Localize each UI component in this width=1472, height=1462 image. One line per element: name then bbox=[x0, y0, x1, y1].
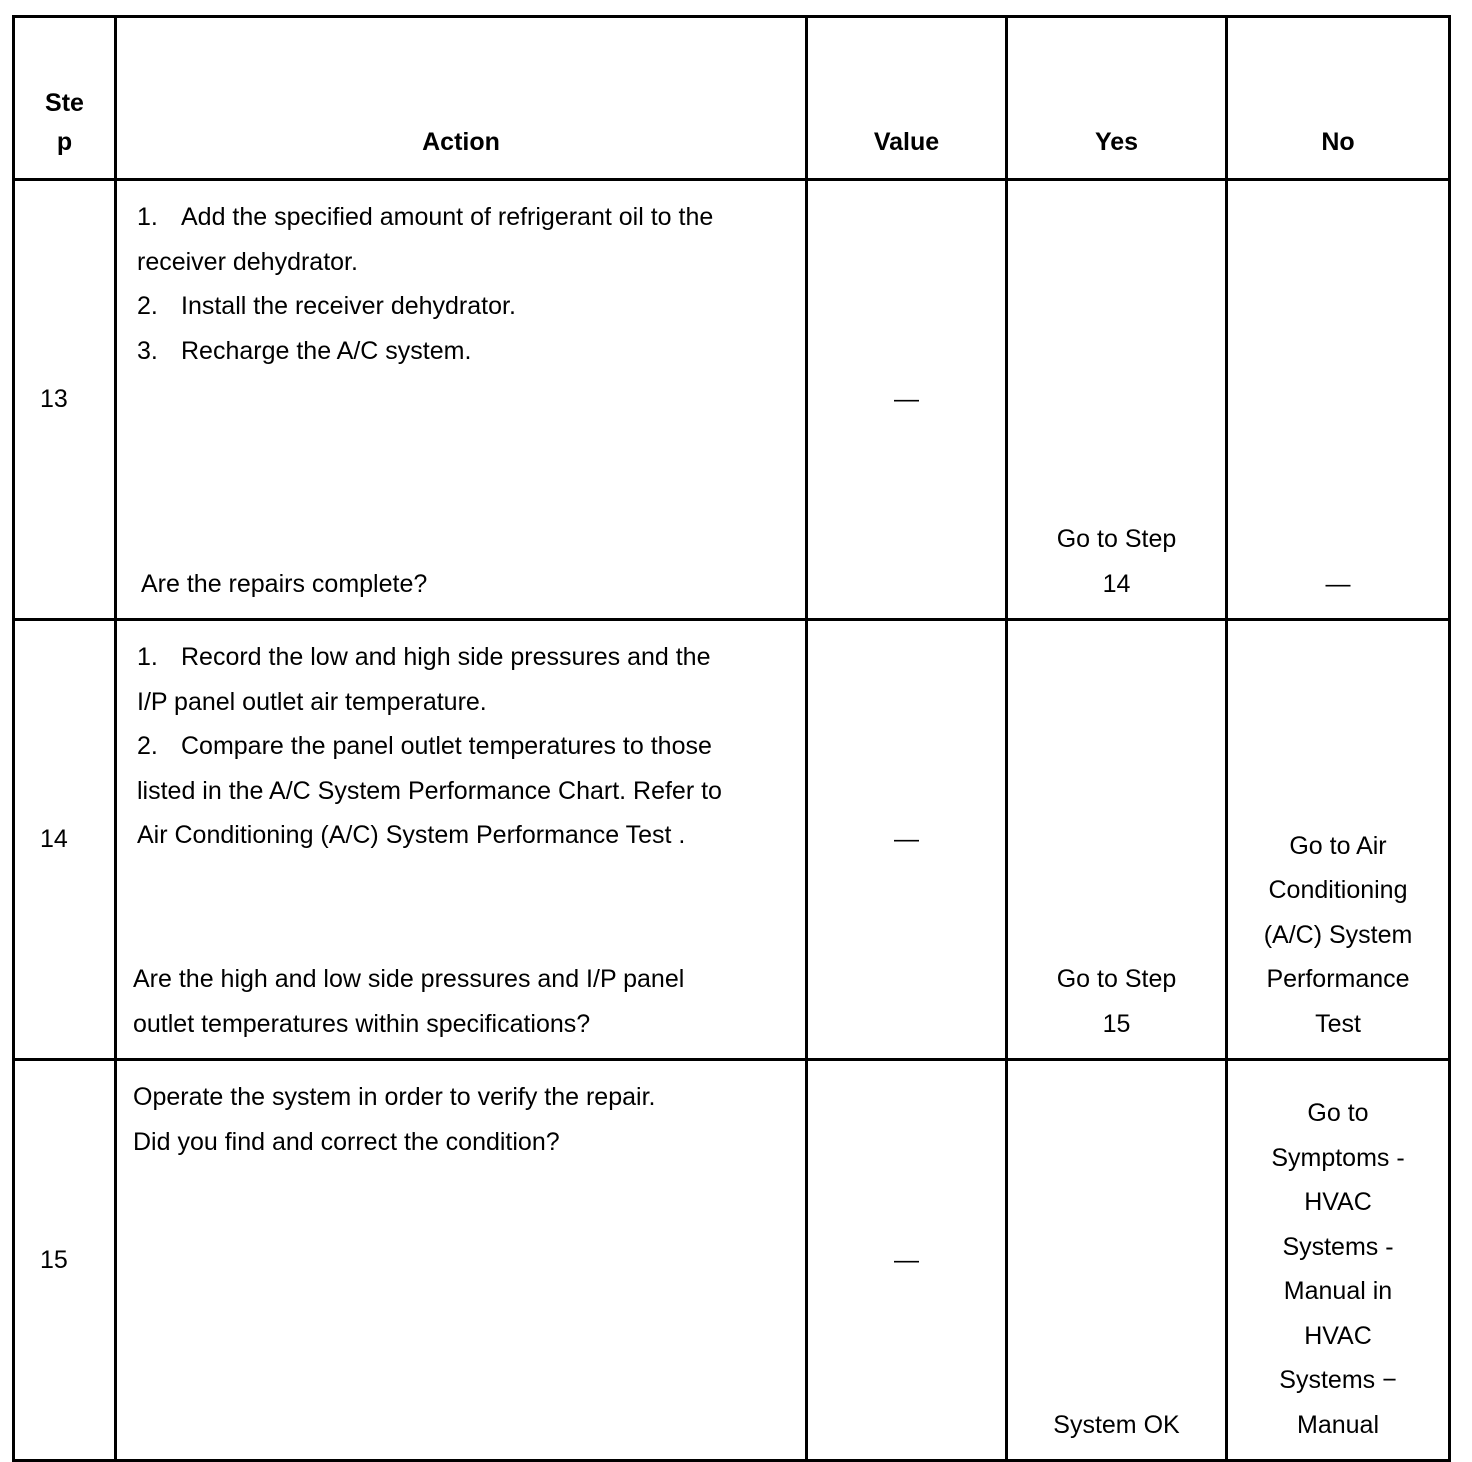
action-question: Are the repairs complete? bbox=[141, 569, 428, 598]
yes-link[interactable]: Go to Step 14 bbox=[1056, 525, 1177, 598]
yes-status: System OK bbox=[1053, 1410, 1180, 1439]
header-value: Value bbox=[807, 17, 1007, 180]
header-yes: Yes bbox=[1007, 17, 1227, 180]
action-item: 3. Recharge the A/C system. bbox=[137, 336, 472, 365]
table-row bbox=[14, 180, 1450, 620]
no-link[interactable]: Go to Air Conditioning (A/C) System Performance Test bbox=[1263, 831, 1413, 1038]
action-question: Did you find and correct the condition? bbox=[133, 1127, 560, 1156]
action-question: Are the high and low side pressures and I/P panel outlet temperatures within specifications? bbox=[133, 965, 685, 1038]
action-item: 2. Install the receiver dehydrator. bbox=[137, 292, 516, 320]
value-dash: — bbox=[894, 1245, 919, 1274]
yes-cell bbox=[1007, 180, 1227, 620]
action-cell bbox=[116, 1060, 807, 1461]
step-number: 13 bbox=[14, 180, 116, 620]
header-step: Step bbox=[14, 17, 116, 180]
value-dash: — bbox=[894, 825, 919, 854]
step-number: 15 bbox=[14, 1060, 116, 1461]
table-row bbox=[14, 620, 1450, 1060]
action-text: Operate the system in order to verify the repair. bbox=[133, 1083, 656, 1111]
diagnostic-table bbox=[12, 15, 1451, 1462]
value-cell bbox=[807, 180, 1007, 620]
header-action: Action bbox=[116, 17, 807, 180]
step-number: 14 bbox=[14, 620, 116, 1060]
value-cell bbox=[807, 620, 1007, 1060]
no-link[interactable]: Go to Symptoms - HVAC Systems - Manual in HVAC Systems − Manual bbox=[1271, 1099, 1405, 1439]
value-dash: — bbox=[894, 385, 919, 414]
no-dash: — bbox=[1325, 569, 1351, 598]
yes-cell bbox=[1007, 1060, 1227, 1461]
action-item: 1. Add the specified amount of refrigerant oil to the receiver dehydrator. bbox=[137, 203, 714, 276]
yes-cell bbox=[1007, 620, 1227, 1060]
header-row bbox=[14, 17, 1450, 180]
header-no: No bbox=[1227, 17, 1450, 180]
no-cell bbox=[1227, 620, 1450, 1060]
yes-link[interactable]: Go to Step 15 bbox=[1056, 965, 1177, 1038]
table-row bbox=[14, 1060, 1450, 1461]
action-item: 2. Compare the panel outlet temperatures to those listed in the A/C System Performance Chart. Refer to Air Conditioning (A/C) System Performance Test . bbox=[137, 732, 722, 849]
action-item: 1. Record the low and high side pressures and the I/P panel outlet air temperature. bbox=[137, 643, 711, 716]
action-cell bbox=[116, 620, 807, 1060]
action-cell bbox=[116, 180, 807, 620]
value-cell bbox=[807, 1060, 1007, 1461]
no-cell bbox=[1227, 180, 1450, 620]
no-cell bbox=[1227, 1060, 1450, 1461]
